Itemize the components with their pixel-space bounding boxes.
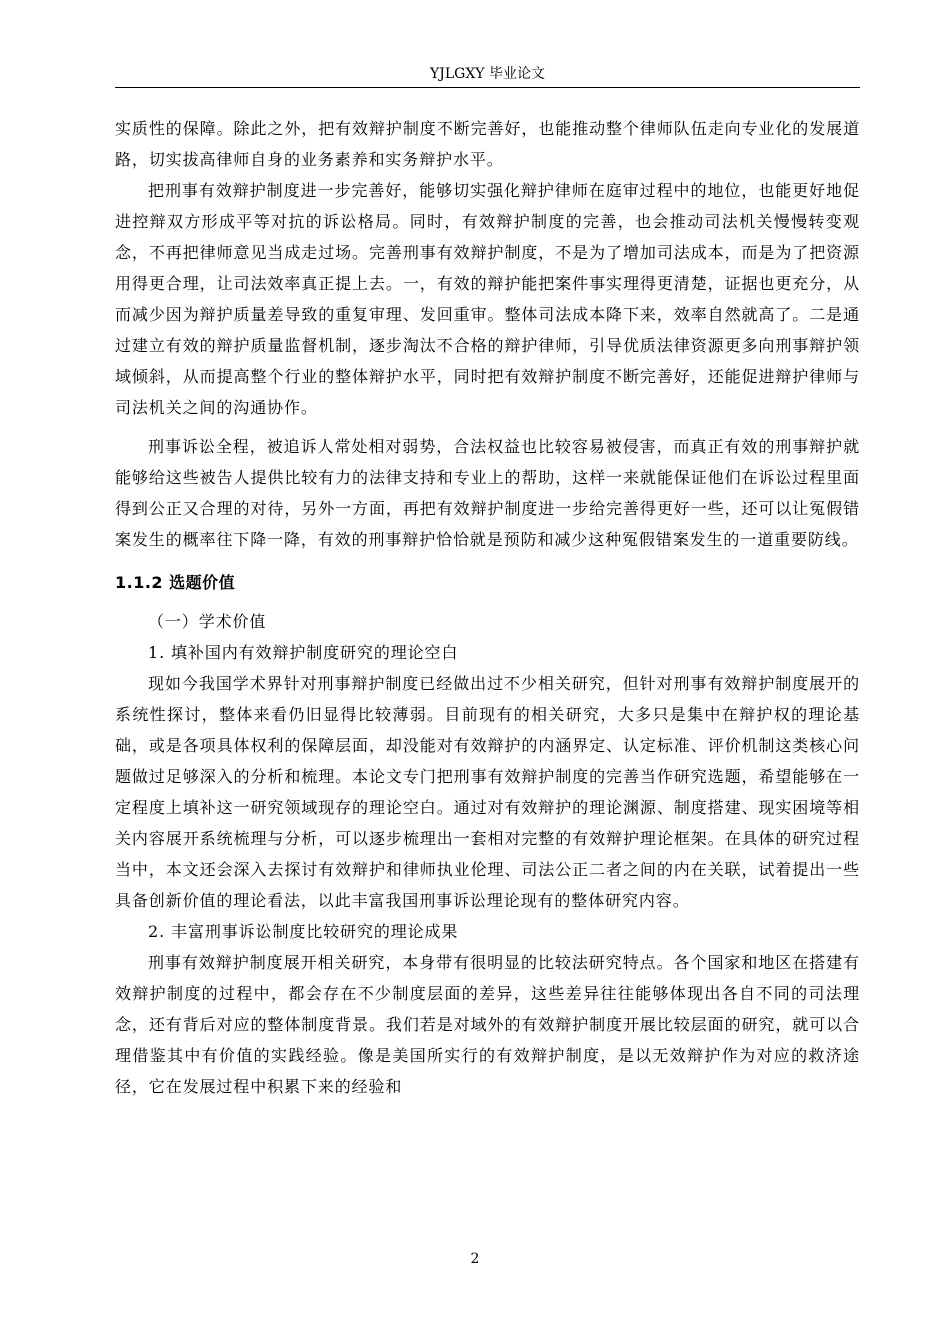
running-header: YJLGXY 毕业论文	[430, 66, 545, 82]
page-number: 2	[470, 1251, 480, 1267]
paragraph-continuation: 实质性的保障。除此之外，把有效辩护制度不断完善好，也能推动整个律师队伍走向专业化的发展道路，切实拔高律师自身的业务素养和实务辩护水平。	[115, 119, 860, 169]
body-text	[115, 113, 860, 1102]
paragraph-comparative-study: 刑事有效辩护制度展开相关研究，本身带有很明显的比较法研究特点。各个国家和地区在搭建有效辩护制度的过程中，都会存在不少制度层面的差异，这些差异往往能够体现出各自不同的司法理念，还有背后对应的整体制度背景。我们若是对域外的有效辩护制度开展比较层面的研究，就可以合理借鉴其中有价值的实践经验。像是美国所实行的有效辩护制度，是以无效辩护作为对应的救济途径，它在发展过程中积累下来的经验和	[115, 953, 860, 1096]
subsection-heading: （一）学术价值	[148, 612, 267, 631]
header-rule	[115, 87, 860, 88]
paragraph-theory-gap: 现如今我国学术界针对刑事辩护制度已经做出过不少相关研究，但针对刑事有效辩护制度展开的系统性探讨，整体来看仍旧显得比较薄弱。目前现有的相关研究，大多只是集中在辩护权的理论基础，或是各项具体权利的保障层面，却没能对有效辩护的内涵界定、认定标准、评价机制这类核心问题做过足够深入的分析和梳理。本论文专门把刑事有效辩护制度的完善当作研究选题，希望能够在一定程度上填补这一研究领域现存的理论空白。通过对有效辩护的理论渊源、制度搭建、现实困境等相关内容展开系统梳理与分析，可以逐步梳理出一套相对完整的有效辩护理论框架。在具体的研究过程当中，本文还会深入去探讨有效辩护和律师执业伦理、司法公正二者之间的内在关联，试着提出一些具备创新价值的理论看法，以此丰富我国刑事诉讼理论现有的整体研究内容。	[115, 674, 860, 910]
item-2-title: 2. 丰富刑事诉讼制度比较研究的理论成果	[148, 922, 459, 941]
paragraph-defense-position: 把刑事有效辩护制度进一步完善好，能够切实强化辩护律师在庭审过程中的地位，也能更好地促进控辩双方形成平等对抗的诉讼格局。同时，有效辩护制度的完善，也会推动司法机关慢慢转变观念，不再把律师意见当成走过场。完善刑事有效辩护制度，不是为了增加司法成本，而是为了把资源用得更合理，让司法效率真正提上去。一，有效的辩护能把案件事实理得更清楚，证据也更充分，从而减少因为辩护质量差导致的重复审理、发回重审。整体司法成本降下来，效率自然就高了。二是通过建立有效的辩护质量监督机制，逐步淘汰不合格的辩护律师，引导优质法律资源更多向刑事辩护领域倾斜，从而提高整个行业的整体辩护水平，同时把有效辩护制度不断完善好，还能促进辩护律师与司法机关之间的沟通协作。	[115, 181, 860, 417]
item-1-title: 1. 填补国内有效辩护制度研究的理论空白	[148, 643, 459, 662]
paragraph-defendant-rights: 刑事诉讼全程，被追诉人常处相对弱势，合法权益也比较容易被侵害，而真正有效的刑事辩护就能够给这些被告人提供比较有力的法律支持和专业上的帮助，这样一来就能保证他们在诉讼过程里面得到公正又合理的对待，另外一方面，再把有效辩护制度进一步给完善得更好一些，还可以让冤假错案发生的概率往下降一降，有效的刑事辩护恰恰就是预防和减少这种冤假错案发生的一道重要防线。	[115, 437, 860, 549]
section-heading: 1.1.2 选题价值	[115, 573, 236, 592]
